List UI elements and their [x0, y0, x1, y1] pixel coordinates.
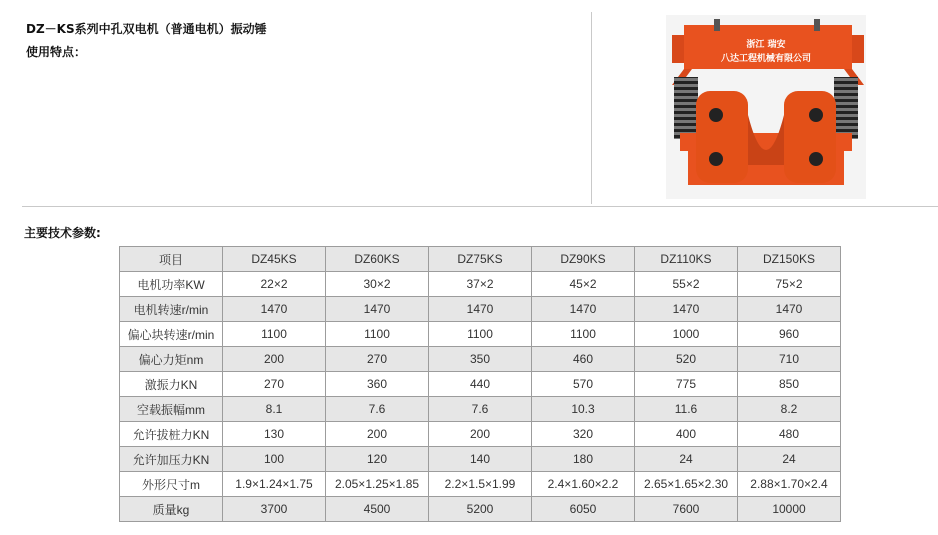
- row-label-cell: 偏心块转速r/min: [120, 322, 223, 347]
- table-row: [120, 447, 841, 472]
- table-cell: 130: [223, 422, 326, 447]
- table-cell: 24: [635, 447, 738, 472]
- table-cell: 11.6: [635, 397, 738, 422]
- table-cell: 350: [429, 347, 532, 372]
- table-cell: 400: [635, 422, 738, 447]
- vertical-divider: [591, 12, 592, 204]
- table-cell: 1470: [326, 297, 429, 322]
- table-cell: 1470: [429, 297, 532, 322]
- table-cell: 2.4×1.60×2.2: [532, 472, 635, 497]
- spec-table: [119, 246, 841, 522]
- table-cell: 1100: [326, 322, 429, 347]
- table-cell: 1100: [429, 322, 532, 347]
- table-cell: 480: [738, 422, 841, 447]
- product-title: DZ－KS系列中孔双电机（普通电机）振动锤: [26, 22, 267, 36]
- table-cell: 2.88×1.70×2.4: [738, 472, 841, 497]
- table-cell: 7.6: [326, 397, 429, 422]
- table-row: [120, 497, 841, 522]
- table-cell: 7600: [635, 497, 738, 522]
- row-label-cell: 空载振幅mm: [120, 397, 223, 422]
- row-label-cell: 允许加压力KN: [120, 447, 223, 472]
- table-row: [120, 422, 841, 447]
- table-cell: 30×2: [326, 272, 429, 297]
- table-row: [120, 322, 841, 347]
- table-cell: 710: [738, 347, 841, 372]
- table-cell: 10000: [738, 497, 841, 522]
- photo-caption-line2: 八达工程机械有限公司: [720, 54, 812, 64]
- table-cell: 1100: [223, 322, 326, 347]
- row-label-cell: 允许拔桩力KN: [120, 422, 223, 447]
- table-cell: 22×2: [223, 272, 326, 297]
- table-cell: 320: [532, 422, 635, 447]
- table-cell: 24: [738, 447, 841, 472]
- features-label: 使用特点：: [26, 45, 87, 59]
- table-cell: 1470: [223, 297, 326, 322]
- table-cell: 1000: [635, 322, 738, 347]
- table-cell: 200: [223, 347, 326, 372]
- table-cell: 270: [326, 347, 429, 372]
- table-cell: 440: [429, 372, 532, 397]
- table-cell: 2.65×1.65×2.30: [635, 472, 738, 497]
- table-cell: 3700: [223, 497, 326, 522]
- table-row: [120, 297, 841, 322]
- table-header-cell: DZ90KS: [532, 247, 635, 272]
- table-cell: 8.2: [738, 397, 841, 422]
- product-photo: [666, 15, 866, 199]
- table-cell: 37×2: [429, 272, 532, 297]
- vibratory-hammer-image: [666, 15, 866, 199]
- table-cell: 45×2: [532, 272, 635, 297]
- row-label-cell: 激振力KN: [120, 372, 223, 397]
- table-cell: 520: [635, 347, 738, 372]
- spec-section-title: 主要技术参数:: [24, 226, 101, 240]
- table-cell: 100: [223, 447, 326, 472]
- table-row: [120, 347, 841, 372]
- table-cell: 5200: [429, 497, 532, 522]
- row-label-cell: 外形尺寸m: [120, 472, 223, 497]
- table-cell: 200: [429, 422, 532, 447]
- table-header-cell: DZ110KS: [635, 247, 738, 272]
- table-cell: 960: [738, 322, 841, 347]
- table-cell: 4500: [326, 497, 429, 522]
- table-cell: 1100: [532, 322, 635, 347]
- table-cell: 1470: [532, 297, 635, 322]
- table-row: [120, 397, 841, 422]
- table-cell: 2.2×1.5×1.99: [429, 472, 532, 497]
- table-cell: 570: [532, 372, 635, 397]
- photo-caption-line1: 浙江 瑞安: [746, 40, 786, 50]
- table-cell: 200: [326, 422, 429, 447]
- table-cell: 140: [429, 447, 532, 472]
- horizontal-divider: [22, 206, 938, 207]
- table-cell: 10.3: [532, 397, 635, 422]
- row-label-cell: 电机转速r/min: [120, 297, 223, 322]
- table-cell: 270: [223, 372, 326, 397]
- table-cell: 120: [326, 447, 429, 472]
- table-cell: 1.9×1.24×1.75: [223, 472, 326, 497]
- table-row: [120, 472, 841, 497]
- table-cell: 850: [738, 372, 841, 397]
- table-cell: 180: [532, 447, 635, 472]
- row-label-cell: 偏心力矩nm: [120, 347, 223, 372]
- row-label-cell: 电机功率KW: [120, 272, 223, 297]
- table-cell: 460: [532, 347, 635, 372]
- table-cell: 775: [635, 372, 738, 397]
- table-header-cell: DZ75KS: [429, 247, 532, 272]
- table-cell: 2.05×1.25×1.85: [326, 472, 429, 497]
- table-header-cell: 项目: [120, 247, 223, 272]
- table-cell: 7.6: [429, 397, 532, 422]
- table-cell: 1470: [635, 297, 738, 322]
- table-cell: 75×2: [738, 272, 841, 297]
- table-cell: 8.1: [223, 397, 326, 422]
- table-row: [120, 372, 841, 397]
- table-header-row: [120, 247, 841, 272]
- table-row: [120, 272, 841, 297]
- table-cell: 6050: [532, 497, 635, 522]
- table-header-cell: DZ45KS: [223, 247, 326, 272]
- table-header-cell: DZ150KS: [738, 247, 841, 272]
- table-cell: 1470: [738, 297, 841, 322]
- table-cell: 55×2: [635, 272, 738, 297]
- table-cell: 360: [326, 372, 429, 397]
- row-label-cell: 质量kg: [120, 497, 223, 522]
- table-header-cell: DZ60KS: [326, 247, 429, 272]
